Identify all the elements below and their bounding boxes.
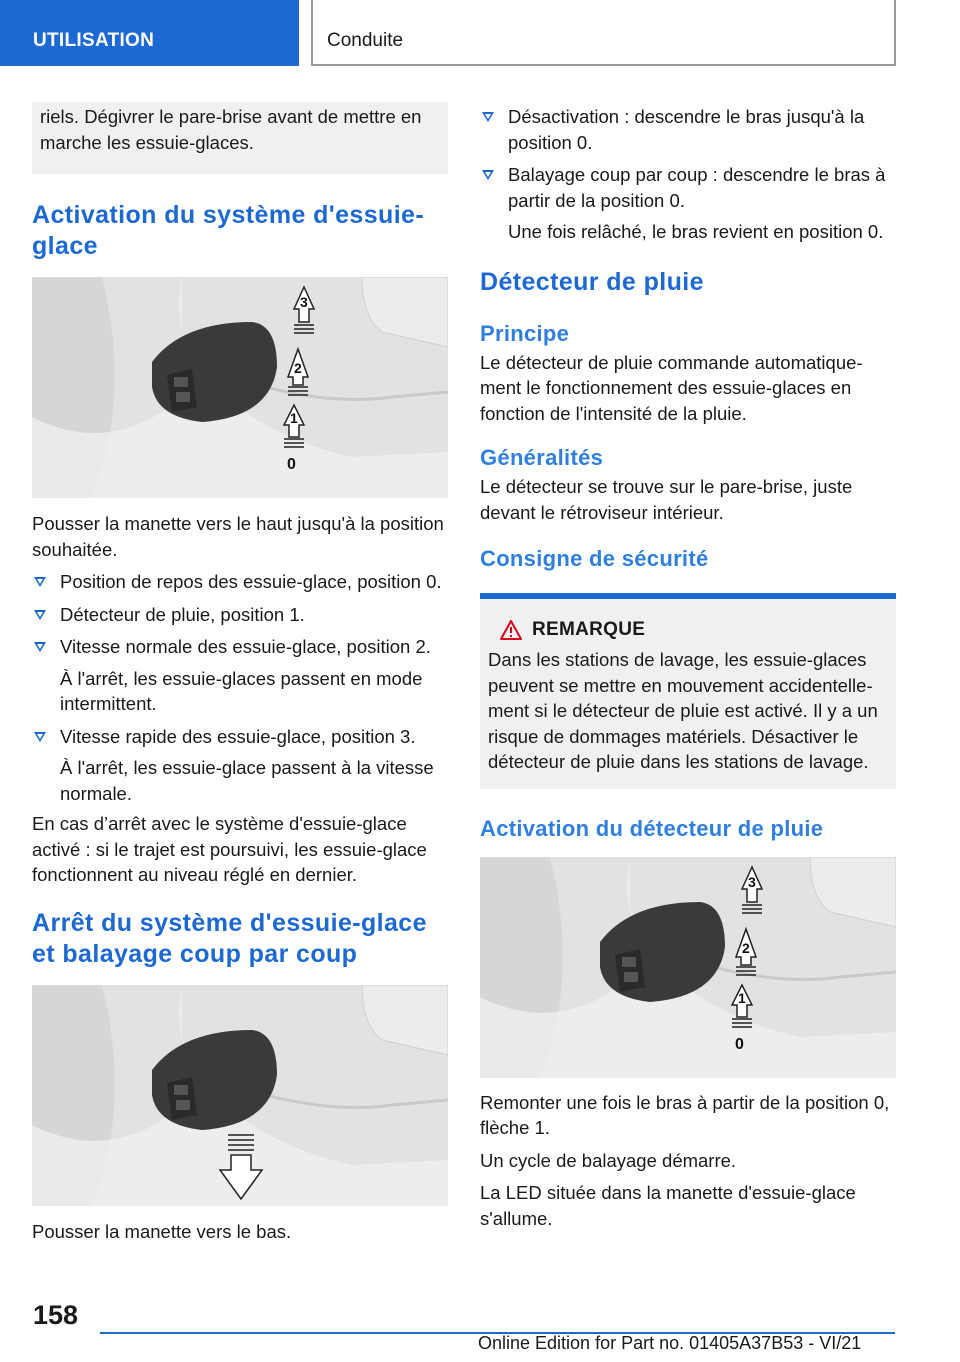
paragraph-push-up: Pousser la manette vers le haut jusqu'à la position souhaitée. xyxy=(32,513,444,560)
note-position-3: À l'arrêt, les essuie-glace passent à la vitesse normale. xyxy=(60,757,434,804)
fig1-label-1: 1 xyxy=(290,410,298,426)
list-item-text: Détecteur de pluie, position 1. xyxy=(60,603,305,625)
notice-header xyxy=(488,619,888,641)
list-item xyxy=(32,724,448,750)
list-item-text: Vitesse rapide des essuie-glace, position 3. xyxy=(60,725,416,747)
paragraph-general: Le détecteur se trouve sur le pare-brise, juste devant le rétroviseur intérieur. xyxy=(480,476,853,523)
intro-continuation: riels. Dégivrer le pare-brise avant de mettre en marche les essuie-glaces. xyxy=(32,102,448,174)
fig3-label-1: 1 xyxy=(738,989,746,1006)
heading-rain-sensor: Détecteur de pluie xyxy=(480,267,704,296)
note-release: Une fois relâché, le bras revient en position 0. xyxy=(508,221,884,242)
footer-edition: Online Edition for Part no. 01405A37B53 - VI/21 xyxy=(478,1333,862,1353)
heading-wiper-stop: Arrêt du système d'essuie-glace et balayage coup par coup xyxy=(32,908,427,968)
notice-box xyxy=(480,593,896,789)
list-item xyxy=(32,569,448,595)
bullet-triangle-icon xyxy=(34,577,46,587)
fig3-label-2: 2 xyxy=(742,939,750,956)
page-header xyxy=(0,0,960,66)
right-column xyxy=(480,102,896,1231)
fig1-label-2: 2 xyxy=(294,360,302,376)
note-position-2: À l'arrêt, les essuie-glaces passent en mode intermittent. xyxy=(60,667,423,714)
chapter-tab xyxy=(311,0,896,66)
heading-activate-rain-sensor: Activation du détecteur de pluie xyxy=(480,815,824,841)
bullet-triangle-icon xyxy=(34,732,46,742)
paragraph-led: La LED située dans la manette d'essuie-glace s'allume. xyxy=(480,1182,856,1229)
bullet-triangle-icon xyxy=(482,112,494,122)
wiper-lever-figure-down xyxy=(32,985,448,1206)
chapter-label: Conduite xyxy=(327,30,404,51)
paragraph-push-down: Pousser la manette vers le bas. xyxy=(32,1220,292,1242)
left-column xyxy=(32,102,448,1244)
bullet-triangle-icon xyxy=(34,642,46,652)
list-item-text: Position de repos des essuie-glace, position 0. xyxy=(60,571,442,592)
heading-safety: Consigne de sécurité xyxy=(480,546,709,571)
fig3-label-0: 0 xyxy=(735,1035,744,1053)
notice-text: Dans les stations de lavage, les essuie-glaces peuvent se mettre en mouvement accidentellement si le détecteur de pluie est activé. Il y a un risque de dommages matériels. Désactiver le détecteur de pluie dans les stations de lavage. xyxy=(488,649,878,772)
list-item-text: Désactivation : descendre le bras jusqu'à la position 0. xyxy=(508,106,865,153)
page-number: 158 xyxy=(33,1300,79,1330)
wiper-lever-figure-up xyxy=(32,277,448,498)
paragraph-stop-behaviour: En cas d’arrêt avec le système d'essuie-glace activé : si le trajet est poursuivi, les essuie-glace fonctionnent au niveau réglé en dernier. xyxy=(32,813,427,885)
list-item xyxy=(480,104,896,155)
fig1-label-0: 0 xyxy=(287,456,296,473)
heading-wiper-activation: Activation du système d'essuie-glace xyxy=(32,201,425,260)
fig1-label-3: 3 xyxy=(300,294,308,310)
fig3-label-3: 3 xyxy=(748,873,756,890)
list-item xyxy=(480,162,896,213)
paragraph-wipe-cycle: Un cycle de balayage démarre. xyxy=(480,1149,737,1171)
heading-general: Généralités xyxy=(480,445,604,470)
list-item xyxy=(32,634,448,660)
wiper-lever-figure-rain xyxy=(480,857,896,1078)
notice-title: REMARQUE xyxy=(532,619,646,640)
bullet-triangle-icon xyxy=(482,170,494,180)
warning-triangle-icon xyxy=(500,620,522,640)
paragraph-raise-lever: Remonter une fois le bras à partir de la position 0, flèche 1. xyxy=(480,1091,890,1138)
paragraph-principle: Le détecteur de pluie commande automatiquement le fonctionnement des essuie-glaces en fonction de l'intensité de la pluie. xyxy=(480,351,863,424)
list-item xyxy=(32,602,448,628)
bullet-triangle-icon xyxy=(34,610,46,620)
section-label: UTILISATION xyxy=(33,30,155,51)
heading-principle: Principe xyxy=(480,320,570,346)
section-tab xyxy=(0,0,299,66)
list-item-text: Vitesse normale des essuie-glace, position 2. xyxy=(60,636,431,657)
list-item-text: Balayage coup par coup : descendre le bras à partir de la position 0. xyxy=(508,164,886,211)
